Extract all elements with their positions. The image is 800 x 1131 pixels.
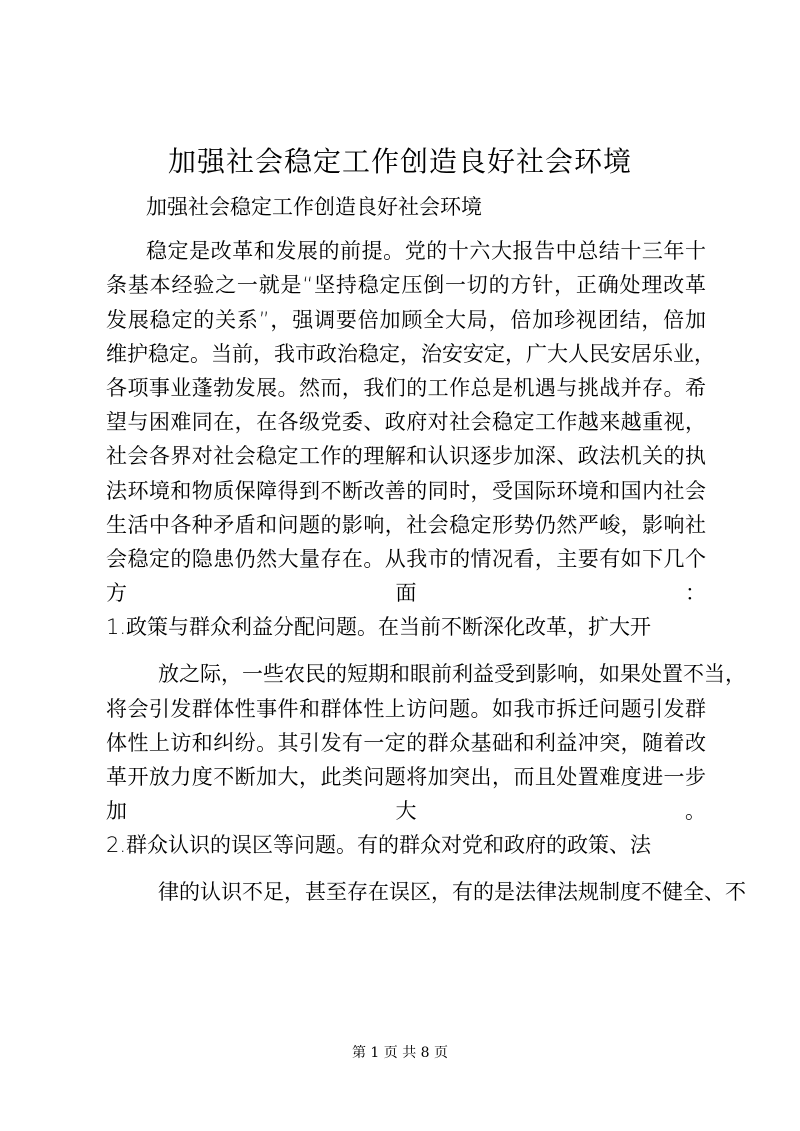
body-line: 律的认识不足，甚至存在误区，有的是法律法规制度不健全、不 (158, 880, 746, 904)
document-title: 加强社会稳定工作创造良好社会环境 (167, 145, 632, 178)
body-line: 加大。 (106, 799, 706, 823)
body-line: 望与困难同在，在各级党委、政府对社会稳定工作越来越重视， (106, 410, 706, 434)
body-line: 方面： (106, 581, 706, 605)
body-line: 革开放力度不断加大，此类问题将加突出，而且处置难度进一步 (106, 765, 706, 789)
body-line: 条基本经验之一就是“坚持稳定压倒一切的方针，正确处理改革 (106, 273, 706, 297)
body-line: 放之际，一些农民的短期和眼前利益受到影响，如果处置不当， (158, 662, 746, 686)
body-line: 2.群众认识的误区等问题。有的群众对党和政府的政策、法 (106, 833, 652, 857)
body-line: 1.政策与群众利益分配问题。在当前不断深化改革，扩大开 (106, 615, 652, 639)
body-line: 生活中各种矛盾和问题的影响，社会稳定形势仍然严峻，影响社 (106, 513, 706, 537)
body-line: 法环境和物质保障得到不断改善的同时，受国际环境和国内社会 (106, 479, 706, 503)
body-line: 会稳定的隐患仍然大量存在。从我市的情况看，主要有如下几个 (106, 547, 706, 571)
body-line: 社会各界对社会稳定工作的理解和认识逐步加深、政法机关的执 (106, 444, 706, 468)
subtitle-line: 加强社会稳定工作创造良好社会环境 (146, 195, 482, 219)
body-line: 发展稳定的关系”，强调要倍加顾全大局，倍加珍视团结，倍加 (106, 308, 706, 332)
body-line: 将会引发群体性事件和群体性上访问题。如我市拆迁问题引发群 (106, 697, 706, 721)
body-line: 体性上访和纠纷。其引发有一定的群众基础和利益冲突，随着改 (106, 731, 706, 755)
body-line: 稳定是改革和发展的前提。党的十六大报告中总结十三年十 (146, 239, 706, 263)
page-number-footer: 第 1 页 共 8 页 (351, 1045, 449, 1061)
body-line: 维护稳定。当前，我市政治稳定，治安安定，广大人民安居乐业， (106, 342, 715, 366)
body-line: 各项事业蓬勃发展。然而，我们的工作总是机遇与挑战并存。希 (106, 376, 706, 400)
